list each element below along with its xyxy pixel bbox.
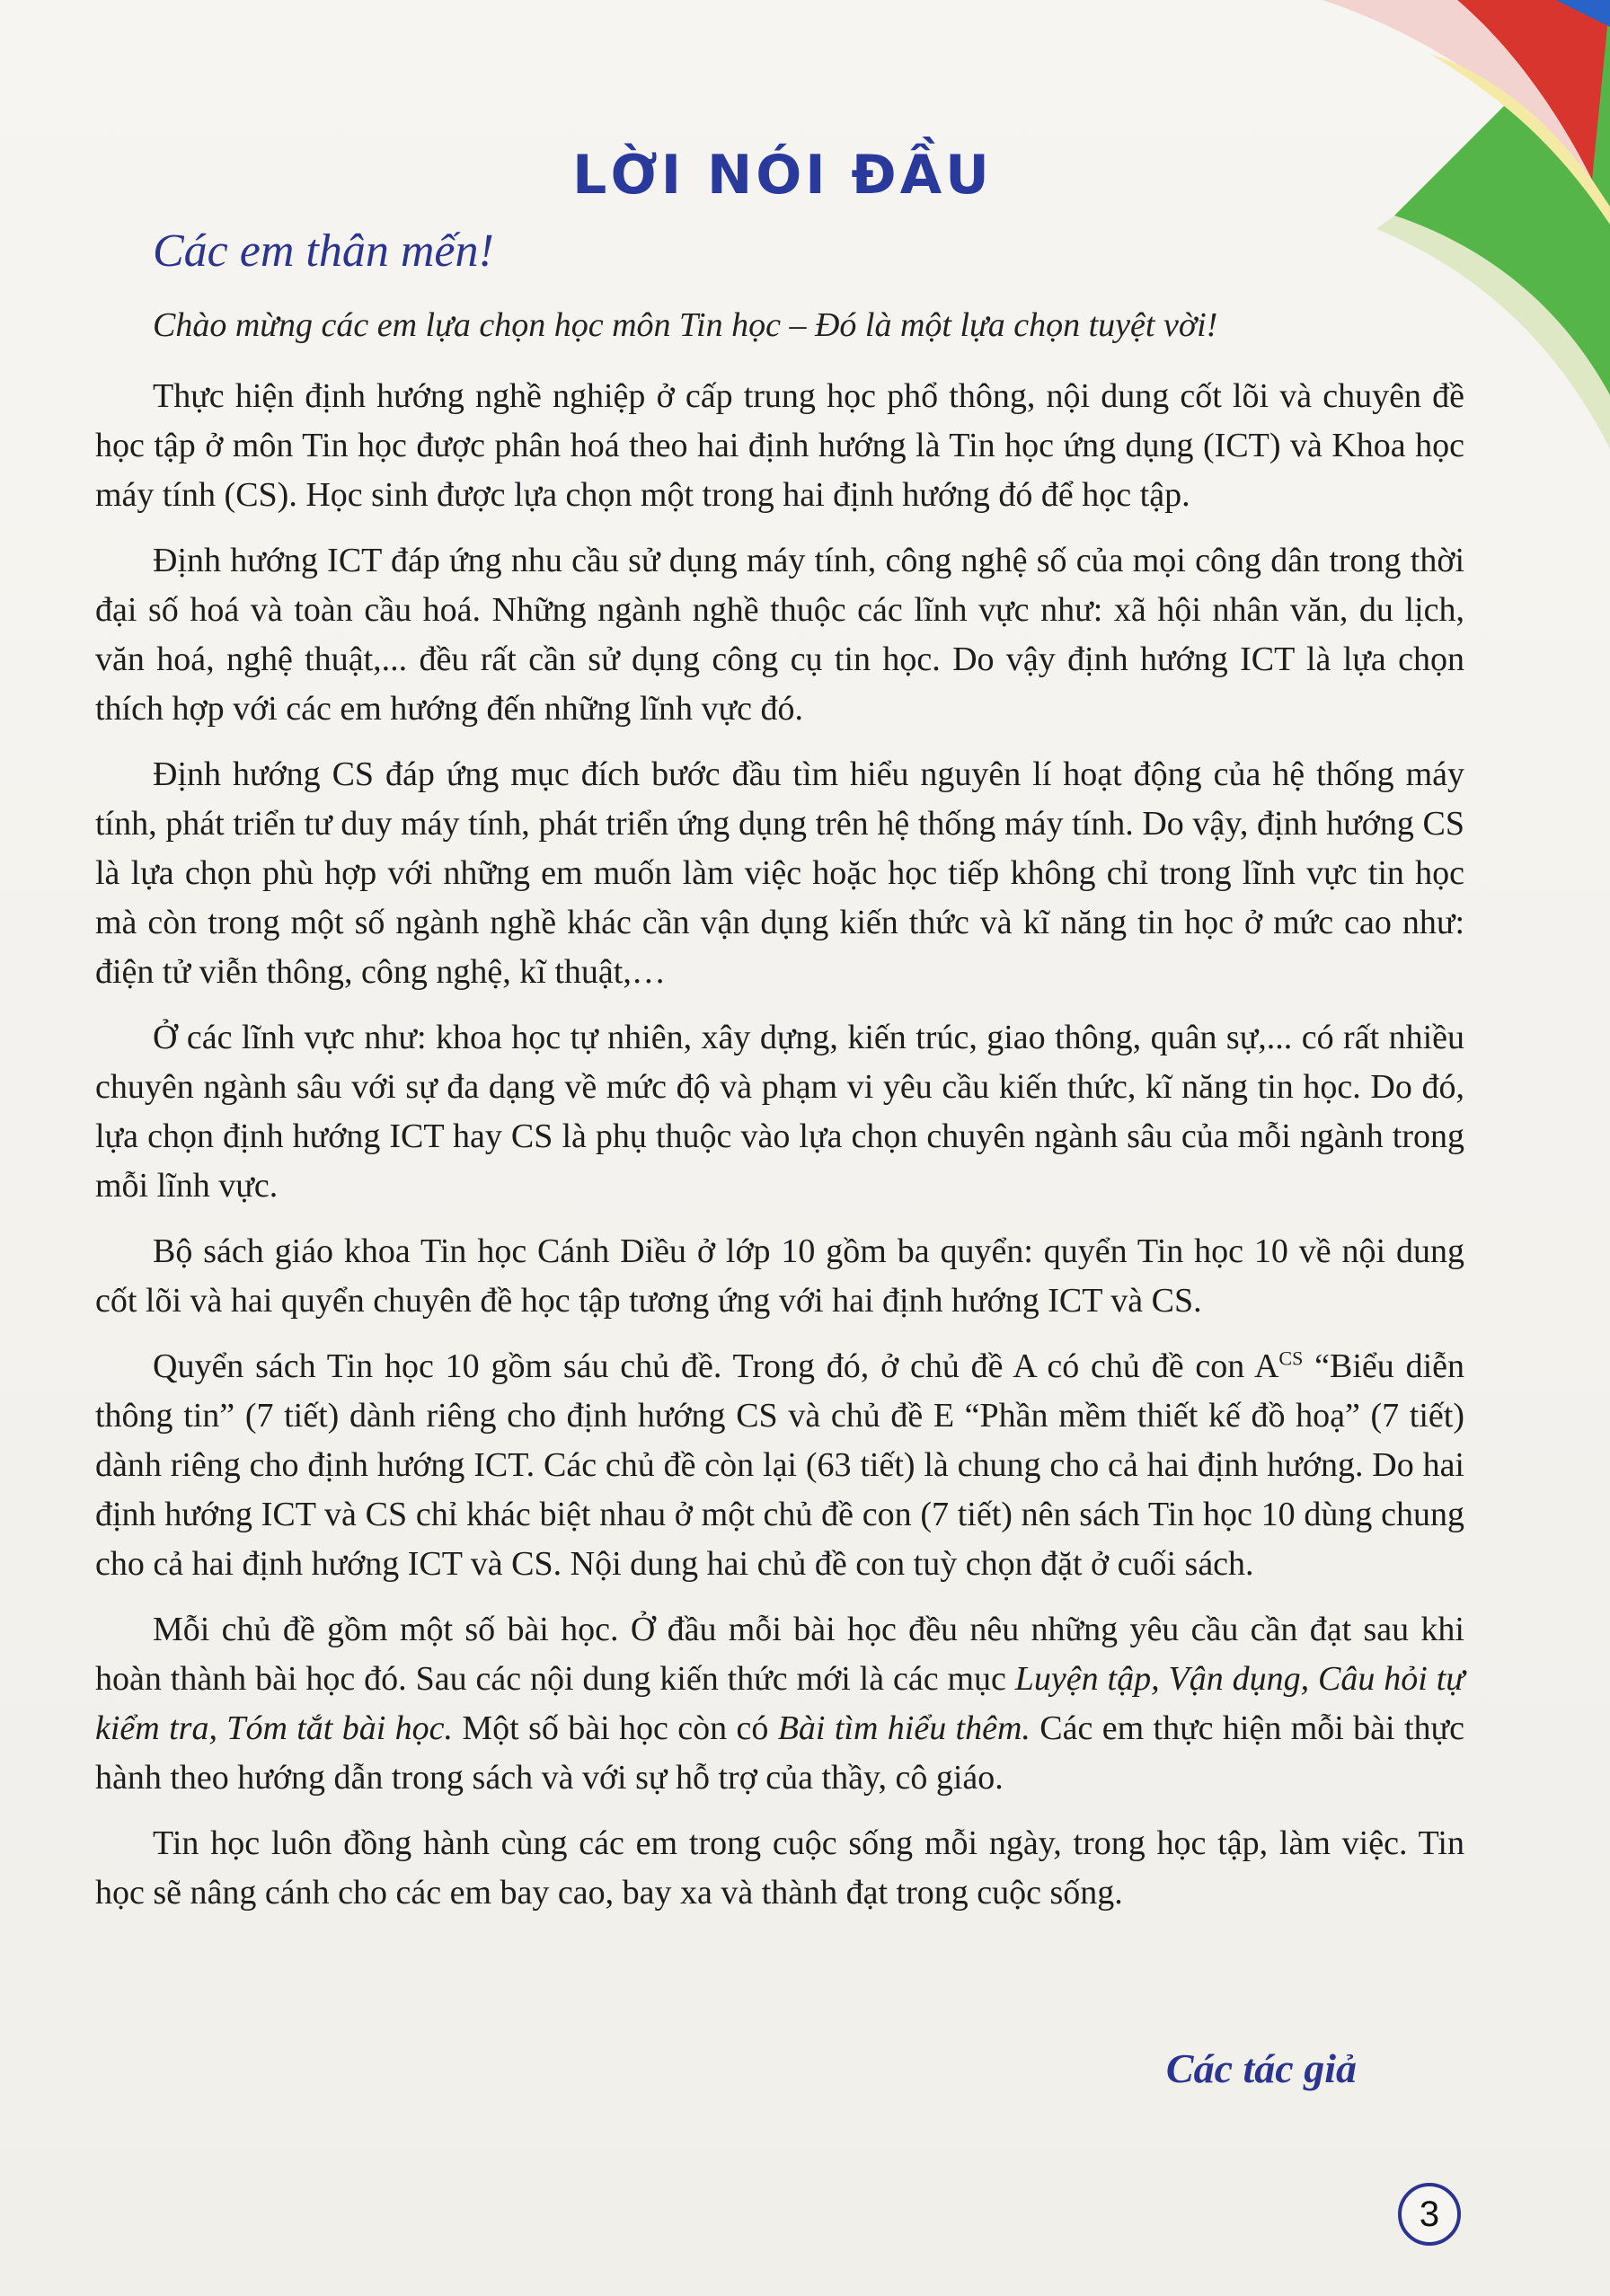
paragraph xyxy=(95,1342,1464,1589)
paragraph: Ở các lĩnh vực như: khoa học tự nhiên, xây dựng, kiến trúc, giao thông, quân sự,... có rất nhiều chuyên ngành sâu với sự đa dạng về mức độ và phạm vi yêu cầu kiến thức, kĩ năng tin học. Do đó, lựa chọn định hướng ICT hay CS là phụ thuộc vào lựa chọn chuyên ngành sâu của mỗi ngành trong mỗi lĩnh vực. xyxy=(95,1019,1464,1205)
page-number: 3 xyxy=(1398,2183,1461,2246)
italic-text: Luyện tập, Vận dụng, Câu hỏi tự kiểm tra, Tóm tắt bài học. xyxy=(95,1660,1464,1747)
body-text xyxy=(95,372,1464,1934)
superscript: CS xyxy=(1278,1347,1304,1370)
paragraph-text: Quyển sách Tin học 10 gồm sáu chủ đề. Trong đó, ở chủ đề A có chủ đề con A xyxy=(153,1347,1279,1385)
paragraph: Thực hiện định hướng nghề nghiệp ở cấp trung học phổ thông, nội dung cốt lõi và chuyên đề học tập ở môn Tin học được phân hoá theo hai định hướng là Tin học ứng dụng (ICT) và Khoa học máy tính (CS). Học sinh được lựa chọn một trong hai định hướng đó để học tập. xyxy=(95,377,1464,514)
intro-line: Chào mừng các em lựa chọn học môn Tin học – Đó là một lựa chọn tuyệt vời! xyxy=(153,306,1218,344)
paragraph: Định hướng CS đáp ứng mục đích bước đầu tìm hiểu nguyên lí hoạt động của hệ thống máy tính, phát triển tư duy máy tính, phát triển ứng dụng trên hệ thống máy tính. Do vậy, định hướng CS là lựa chọn phù hợp với những em muốn làm việc hoặc học tiếp không chỉ trong lĩnh vực tin học mà còn trong một số ngành nghề khác cần vận dụng kiến thức và kĩ năng tin học ở mức cao như: điện tử viễn thông, công nghệ, kĩ thuật,… xyxy=(95,755,1464,991)
paragraph: Tin học luôn đồng hành cùng các em trong cuộc sống mỗi ngày, trong học tập, làm việc. Tin học sẽ nâng cánh cho các em bay cao, bay xa và thành đạt trong cuộc sống. xyxy=(95,1824,1464,1912)
paragraph: Định hướng ICT đáp ứng nhu cầu sử dụng máy tính, công nghệ số của mọi công dân trong thời đại số hoá và toàn cầu hoá. Những ngành nghề thuộc các lĩnh vực như: xã hội nhân văn, du lịch, văn hoá, nghệ thuật,... đều rất cần sử dụng công cụ tin học. Do vậy định hướng ICT là lựa chọn thích hợp với các em hướng đến những lĩnh vực đó. xyxy=(95,542,1464,728)
paragraph-text: Một số bài học còn có xyxy=(453,1709,778,1747)
page-title: LỜI NÓI ĐẦU xyxy=(572,144,993,207)
paragraph-text: “Biểu diễn thông tin” (7 tiết) dành riêng cho định hướng CS và chủ đề E “Phần mềm thiết kế đồ hoạ” (7 tiết) dành riêng cho định hướng ICT. Các chủ đề còn lại (63 tiết) là chung cho cả hai định hướng. Do hai định hướng ICT và CS chỉ khác biệt nhau ở một chủ đề con (7 tiết) nên sách Tin học 10 dùng chung cho cả hai định hướng ICT và CS. Nội dung hai chủ đề con tuỳ chọn đặt ở cuối sách. xyxy=(95,1347,1464,1583)
paragraph-text: Mỗi chủ đề gồm một số bài học. Ở đầu mỗi bài học đều nêu những yêu cầu cần đạt sau khi hoàn thành bài học đó. Sau các nội dung kiến thức mới là các mục xyxy=(95,1611,1464,1698)
signature: Các tác giả xyxy=(1165,2045,1357,2091)
italic-text: Bài tìm hiểu thêm. xyxy=(777,1709,1031,1747)
paragraph xyxy=(95,1605,1464,1803)
greeting-heading: Các em thân mến! xyxy=(153,225,494,277)
paragraph-text: Các em thực hiện mỗi bài thực hành theo hướng dẫn trong sách và với sự hỗ trợ của thầy, cô giáo. xyxy=(95,1709,1464,1797)
paragraph: Bộ sách giáo khoa Tin học Cánh Diều ở lớp 10 gồm ba quyển: quyển Tin học 10 về nội dung cốt lõi và hai quyển chuyên đề học tập tương ứng với hai định hướng ICT và CS. xyxy=(95,1232,1464,1320)
